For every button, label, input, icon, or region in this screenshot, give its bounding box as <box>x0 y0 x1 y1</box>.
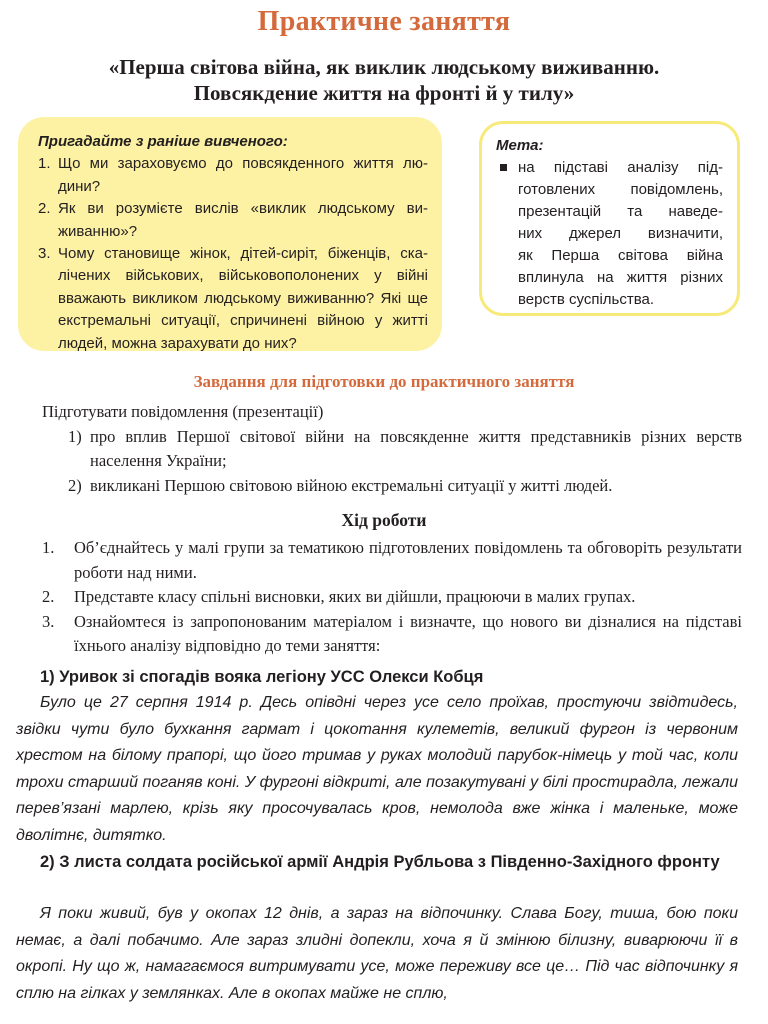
workflow-step-text: Об’єднайтесь у малі групи за тематикою підготовлених повідомлень та обговоріть результати роботи над ними. <box>74 538 742 582</box>
source-2-text: Я поки живий, був у окопах 12 днів, а зараз на відпочинку. Слава Богу, тиша, бою поки немає, а далі побачимо. Але зараз злидні допекли, хоча я й змінюю білизну, виварюючи її в окропі. Ну що ж, намагаємося витримувати усе, може переживу все це… Під час відпочинку я сплю на гілках у землянках. Але в окопах майже не сплю, <box>16 905 738 1002</box>
workflow-step-text: Представте класу спільні висновки, яких ви дійшли, працюючи в малих групах. <box>74 587 636 606</box>
goal-line: на підставі аналізу під- <box>518 159 723 176</box>
square-bullet-icon <box>500 164 507 171</box>
workflow-step-number: 2. <box>42 587 55 606</box>
lesson-topic-line-1: «Перша світова війна, як виклик людському виживанню. <box>108 55 660 79</box>
workflow-heading: Хід роботи <box>341 510 427 530</box>
goal-line: презентацій та наведе- <box>518 203 723 220</box>
source-1-heading <box>40 665 756 689</box>
goal-line: як Перша світова війна <box>518 247 723 264</box>
workflow-step-text: Ознайомтеся із запропонованим матеріалом і визначте, що нового ви дізналися на підставі їхнього аналізу відповідно до теми заняття: <box>74 611 742 655</box>
recall-item-number: 3. <box>38 245 51 263</box>
tasks-heading: Завдання для підготовки до практичного заняття <box>193 372 575 391</box>
goal-heading: Мета: <box>496 137 544 154</box>
source-number: 1) <box>40 668 55 686</box>
goal-line: вплинула на життя різних <box>518 269 723 286</box>
lesson-topic <box>0 54 768 106</box>
tasks-intro: Підготувати повідомлення (презентації) <box>42 402 324 421</box>
source-title: Уривок зі спогадів вояка легіону УСС Олекси Кобця <box>59 668 484 686</box>
recall-item-text: Як ви розумієте вислів «виклик людському виживанню»? <box>58 200 428 240</box>
workflow-step <box>42 585 742 610</box>
recall-item-number: 1. <box>38 155 51 173</box>
goal-line: них джерел визначити, <box>518 225 723 242</box>
source-title: З листа солдата російської армії Андрія Рубльова з Південно-Західного фронту <box>59 853 720 871</box>
source-1-text: Було це 27 серпня 1914 р. Десь опівдні через усе село проїхав, простуючи звідтидесь, звідки чути було бухкання гармат і цокотання кулеметів, великий фургон із червоним хрестом на білому прапорі, що його тримав у руках молодий парубок-німець у той час, коли трохи старший поганяв коні. У фургоні відкриті, але позакутувані у білі простирадла, лежали перев’язані марлею, крізь яку просочувалась кров, немолода вже жінка і маленьке, може дволітнє, дитятко. <box>16 694 738 844</box>
recall-item-number: 2. <box>38 200 51 218</box>
recall-list <box>38 153 428 355</box>
lesson-topic-line-2: Повсякдение життя на фронті й у тилу» <box>193 81 575 105</box>
recall-box <box>18 117 442 351</box>
workflow-step-number: 3. <box>42 611 55 631</box>
tasks-block <box>42 400 742 498</box>
workflow-step <box>42 536 742 585</box>
workflow-step-number: 1. <box>42 538 55 557</box>
workflow-step <box>42 610 742 659</box>
workflow-steps <box>42 536 742 659</box>
recall-heading: Пригадайте з раніше вивченого: <box>38 133 288 150</box>
recall-item <box>38 153 428 198</box>
recall-item-text: Що ми зараховуємо до повсякденного життя людини? <box>58 155 428 195</box>
recall-item <box>38 243 428 355</box>
task-item-text: про вплив Першої світової війни на повсякденне життя представників різних верств населення України; <box>90 426 742 470</box>
source-number: 2) <box>40 853 55 871</box>
recall-item <box>38 198 428 243</box>
task-item-number: 1) <box>68 426 82 446</box>
source-2-heading <box>40 850 762 874</box>
task-item-number: 2) <box>68 475 82 495</box>
task-item <box>68 474 742 499</box>
goal-line: верств суспільства. <box>518 291 655 308</box>
goal-box <box>479 121 740 316</box>
page-title: Практичне заняття <box>257 6 511 37</box>
task-item <box>68 425 742 474</box>
goal-line: готовлених повідомлень, <box>518 181 723 198</box>
goal-item <box>496 157 723 311</box>
task-item-text: викликані Першою світовою війною екстремальні ситуації у житті людей. <box>90 475 613 495</box>
recall-item-text: Чому становище жінок, дітей-сиріт, біженців, скалічених військових, військовополонених у війні вважають викликом людському виживанню? Які ще екстремальні ситуації, спричинені війною у житті людей, можна зарахувати до них? <box>58 245 428 352</box>
